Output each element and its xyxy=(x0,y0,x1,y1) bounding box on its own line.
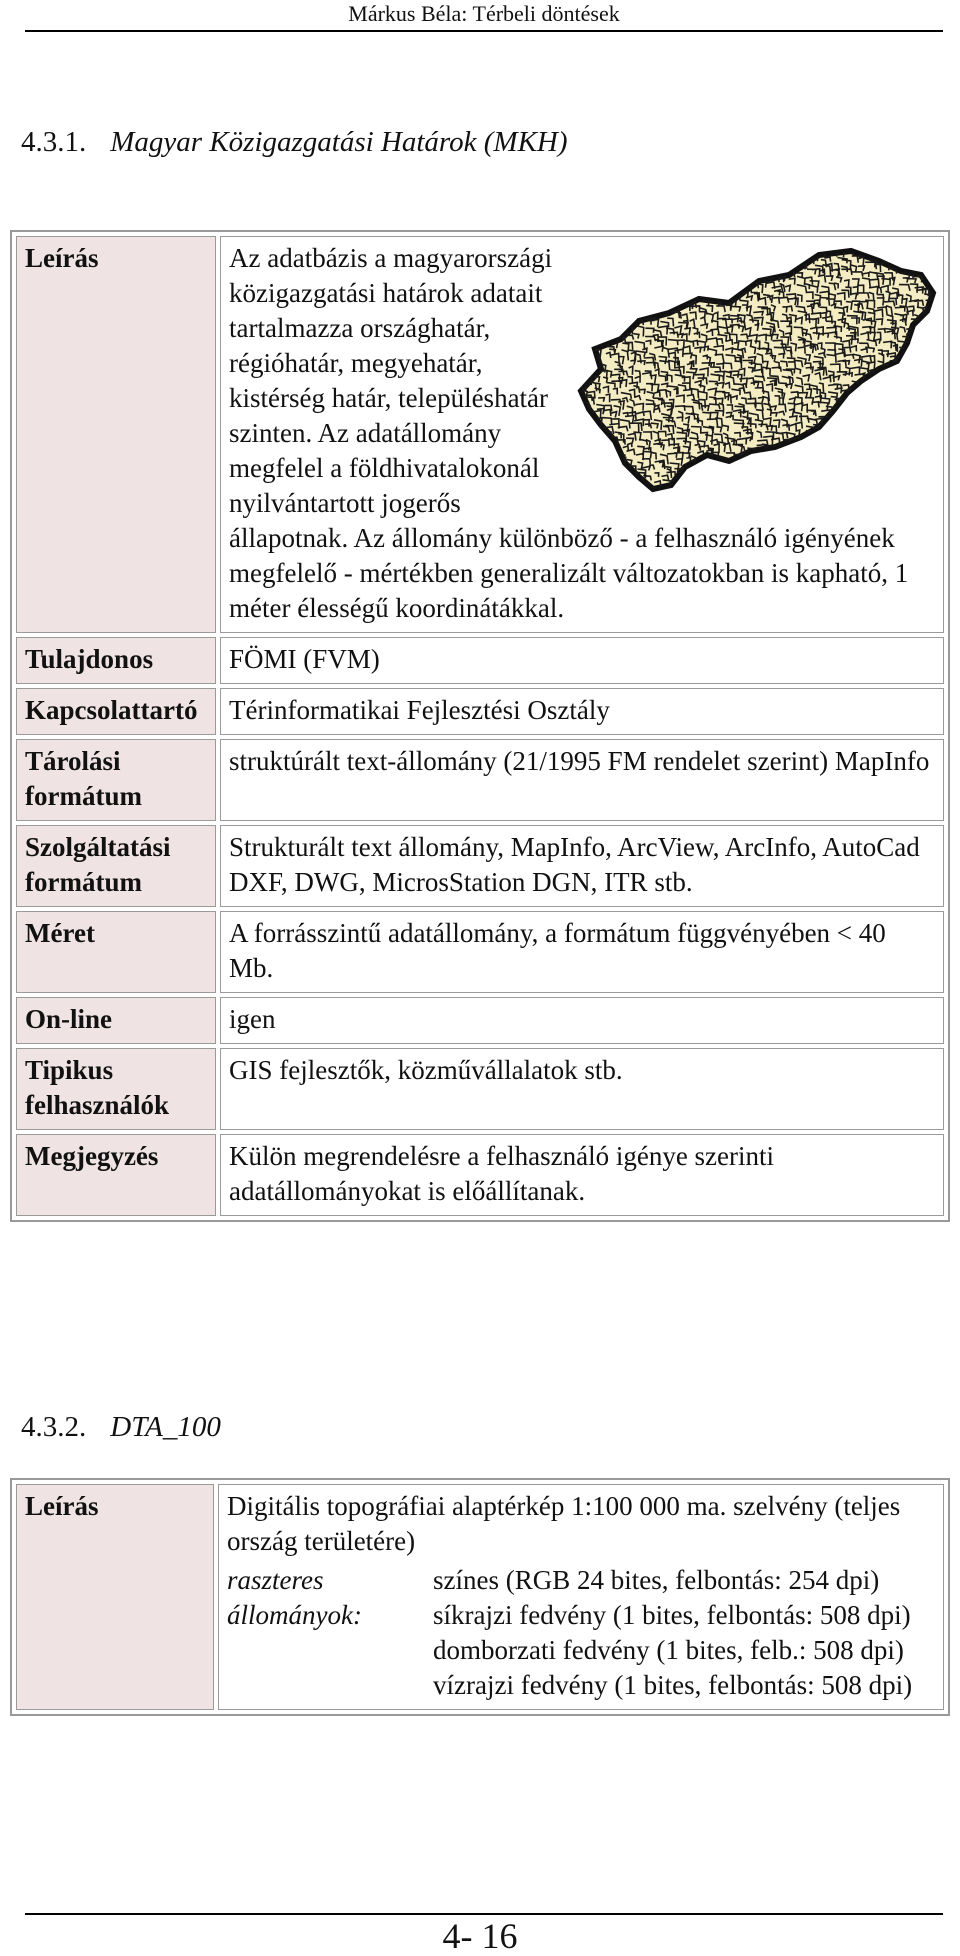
table-row xyxy=(16,1134,944,1216)
hungary-map-icon xyxy=(561,241,941,496)
row-label: Tipikus felhasználók xyxy=(16,1048,216,1130)
row-value: FÖMI (FVM) xyxy=(220,637,944,684)
list-item: domborzati fedvény (1 bites, felb.: 508 dpi) xyxy=(433,1635,904,1665)
description-intro: Digitális topográfiai alaptérkép 1:100 000 ma. szelvény (teljes ország területére) xyxy=(227,1491,901,1556)
row-value-description xyxy=(220,236,944,633)
section-number: 4.3.1. xyxy=(21,126,87,158)
row-value: igen xyxy=(220,997,944,1044)
table-row xyxy=(16,688,944,735)
running-header: Márkus Béla: Térbeli döntések xyxy=(25,0,943,32)
section-heading-mkh xyxy=(21,126,568,158)
row-value: A forrásszintű adatállomány, a formátum függvényében < 40 Mb. xyxy=(220,911,944,993)
raster-label-line: raszteres xyxy=(227,1565,324,1595)
hungary-map-image xyxy=(561,241,941,496)
row-label: Méret xyxy=(16,911,216,993)
footer-rule xyxy=(25,1913,943,1915)
row-value: Külön megrendelésre a felhasználó igénye szerinti adatállományokat is előállítanak. xyxy=(220,1134,944,1216)
table-row xyxy=(16,637,944,684)
row-label: Tulajdonos xyxy=(16,637,216,684)
page-number: 4- 16 xyxy=(442,1916,518,1956)
raster-label-line: állományok: xyxy=(227,1600,362,1630)
section-heading-dta100 xyxy=(21,1411,221,1443)
row-label: On-line xyxy=(16,997,216,1044)
row-value: GIS fejlesztők, közművállalatok stb. xyxy=(220,1048,944,1130)
list-item: vízrajzi fedvény (1 bites, felbontás: 508 dpi) xyxy=(433,1670,913,1700)
table-row xyxy=(16,1484,944,1710)
row-label: Kapcsolattartó xyxy=(16,688,216,735)
raster-label xyxy=(227,1563,433,1703)
table-row xyxy=(16,739,944,821)
row-value: Térinformatikai Fejlesztési Osztály xyxy=(220,688,944,735)
raster-files-list xyxy=(227,1563,935,1703)
section-number: 4.3.2. xyxy=(21,1411,87,1443)
metadata-table-mkh xyxy=(10,230,950,1222)
table-row xyxy=(16,825,944,907)
list-item: síkrajzi fedvény (1 bites, felbontás: 508 dpi) xyxy=(433,1600,911,1630)
row-label: Szolgáltatási formátum xyxy=(16,825,216,907)
table-row xyxy=(16,997,944,1044)
section-title: DTA_100 xyxy=(110,1411,221,1443)
row-value-description xyxy=(218,1484,944,1710)
row-label: Megjegyzés xyxy=(16,1134,216,1216)
section-title: Magyar Közigazgatási Határok (MKH) xyxy=(110,126,568,158)
list-item: színes (RGB 24 bites, felbontás: 254 dpi) xyxy=(433,1565,880,1595)
row-label: Tárolási formátum xyxy=(16,739,216,821)
table-row xyxy=(16,236,944,633)
table-row xyxy=(16,911,944,993)
description-text: Az adatbázis a magyarországi közigazgatási határok adatait tartalmazza országhatár, régióhatár, megyehatár, kistérség határ, településhatár szinten. Az adatállomány megfelel a földhivatalokonál nyilvántartott jogerős állapotnak. Az állomány különböző - a felhasználó igényének megfelelő - mértékben generalizált változatokban is kapható, 1 méter élességű koordinátákkal. xyxy=(229,243,909,623)
row-value: struktúrált text-állomány (21/1995 FM rendelet szerint) MapInfo xyxy=(220,739,944,821)
row-value: Strukturált text állomány, MapInfo, ArcView, ArcInfo, AutoCad DXF, DWG, MicrosStation DGN, ITR stb. xyxy=(220,825,944,907)
metadata-table-dta100 xyxy=(10,1478,950,1716)
raster-items xyxy=(433,1563,935,1703)
row-label: Leírás xyxy=(16,236,216,633)
row-label: Leírás xyxy=(16,1484,214,1710)
table-row xyxy=(16,1048,944,1130)
